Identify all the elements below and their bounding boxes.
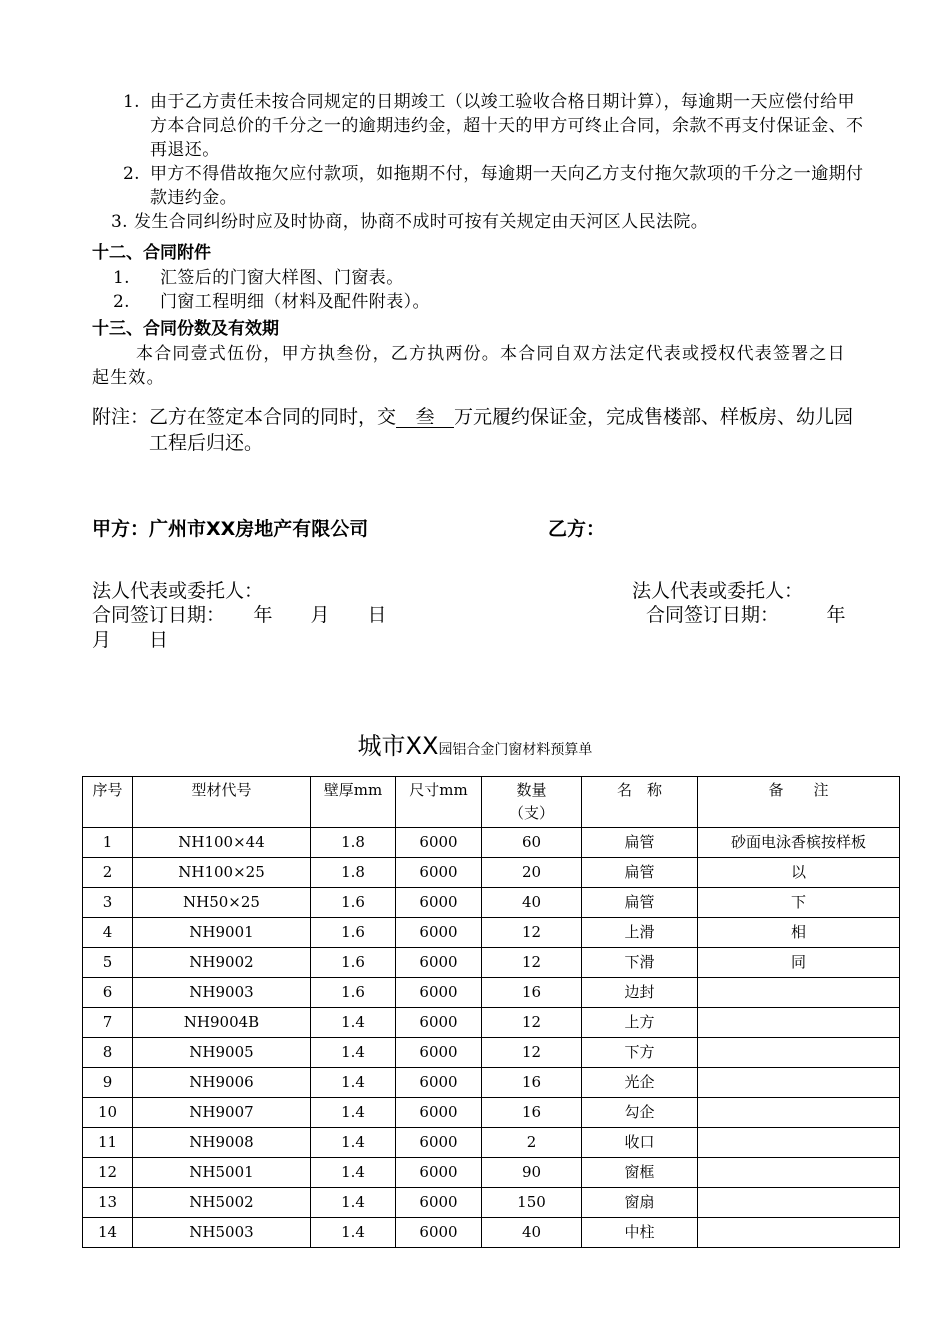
table-title-main: 城市XX bbox=[357, 732, 439, 760]
cell-remarks bbox=[698, 1158, 900, 1188]
cell-profile-code: NH9006 bbox=[133, 1068, 311, 1098]
cell-profile-code: NH9008 bbox=[133, 1128, 311, 1158]
table-title-sub: 园铝合金门窗材料预算单 bbox=[438, 742, 593, 758]
party-b-representative: 法人代表或委托人： bbox=[632, 580, 804, 602]
cell-profile-code: NH9005 bbox=[133, 1038, 311, 1068]
cell-remarks bbox=[698, 1038, 900, 1068]
table-row bbox=[83, 1068, 900, 1098]
note-body bbox=[149, 404, 867, 456]
cell-size: 6000 bbox=[396, 1218, 482, 1248]
materials-budget-table bbox=[82, 776, 900, 1248]
cell-size: 6000 bbox=[396, 888, 482, 918]
cell-item-name: 收口 bbox=[582, 1128, 698, 1158]
cell-size: 6000 bbox=[396, 948, 482, 978]
clause-item bbox=[92, 90, 872, 162]
cell-remarks bbox=[698, 1098, 900, 1128]
cell-quantity: 40 bbox=[482, 888, 582, 918]
note-paragraph bbox=[92, 404, 867, 456]
cell-index: 4 bbox=[83, 918, 133, 948]
cell-wall-thickness: 1.6 bbox=[311, 918, 396, 948]
cell-profile-code: NH5003 bbox=[133, 1218, 311, 1248]
cell-remarks: 相 bbox=[698, 918, 900, 948]
cell-remarks: 同 bbox=[698, 948, 900, 978]
cell-size: 6000 bbox=[396, 1128, 482, 1158]
cell-index: 9 bbox=[83, 1068, 133, 1098]
cell-profile-code: NH50×25 bbox=[133, 888, 311, 918]
cell-item-name: 光企 bbox=[582, 1068, 698, 1098]
note-text-after: 万元履约保证金，完成售楼部、样板房、幼儿园工程后归还。 bbox=[149, 406, 854, 454]
deposit-amount-blank: 叁 bbox=[396, 407, 454, 428]
cell-index: 3 bbox=[83, 888, 133, 918]
cell-index: 1 bbox=[83, 828, 133, 858]
party-b-label: 乙方： bbox=[548, 518, 606, 540]
cell-wall-thickness: 1.4 bbox=[311, 1098, 396, 1128]
clause-number: 2. bbox=[122, 164, 140, 184]
cell-index: 8 bbox=[83, 1038, 133, 1068]
table-title bbox=[0, 726, 950, 761]
clause-number: 3. bbox=[110, 212, 128, 232]
cell-remarks bbox=[698, 1218, 900, 1248]
cell-profile-code: NH9001 bbox=[133, 918, 311, 948]
cell-item-name: 下方 bbox=[582, 1038, 698, 1068]
party-a-sign-date: 合同签订日期： 年 月 日 bbox=[92, 604, 387, 626]
attachment-item bbox=[92, 290, 872, 314]
cell-index: 10 bbox=[83, 1098, 133, 1128]
attachment-list bbox=[92, 266, 872, 314]
cell-size: 6000 bbox=[396, 918, 482, 948]
cell-remarks: 下 bbox=[698, 888, 900, 918]
table-body bbox=[83, 828, 900, 1248]
table-row bbox=[83, 918, 900, 948]
cell-remarks bbox=[698, 978, 900, 1008]
cell-size: 6000 bbox=[396, 828, 482, 858]
cell-remarks bbox=[698, 1128, 900, 1158]
section-12-heading: 十二、合同附件 bbox=[92, 243, 211, 263]
cell-quantity: 150 bbox=[482, 1188, 582, 1218]
cell-item-name: 下滑 bbox=[582, 948, 698, 978]
clause-text: 甲方不得借故拖欠应付款项，如拖期不付，每逾期一天向乙方支付拖欠款项的千分之一逾期付款违约金。 bbox=[150, 164, 864, 208]
cell-quantity: 40 bbox=[482, 1218, 582, 1248]
table-row bbox=[83, 1158, 900, 1188]
party-b-sign-date-continued: 月 日 bbox=[92, 629, 169, 651]
cell-profile-code: NH100×44 bbox=[133, 828, 311, 858]
cell-remarks: 砂面电泳香槟按样板 bbox=[698, 828, 900, 858]
cell-profile-code: NH9007 bbox=[133, 1098, 311, 1128]
attachment-text: 门窗工程明细（材料及配件附表）。 bbox=[160, 292, 430, 312]
header-item-name: 名 称 bbox=[582, 777, 698, 828]
cell-quantity: 16 bbox=[482, 1068, 582, 1098]
table-row bbox=[83, 1218, 900, 1248]
header-size: 尺寸mm bbox=[396, 777, 482, 828]
header-index: 序号 bbox=[83, 777, 133, 828]
cell-item-name: 上方 bbox=[582, 1008, 698, 1038]
section-13-heading: 十三、合同份数及有效期 bbox=[92, 319, 279, 339]
table-row bbox=[83, 1128, 900, 1158]
party-a-representative: 法人代表或委托人： bbox=[92, 580, 264, 602]
cell-wall-thickness: 1.4 bbox=[311, 1188, 396, 1218]
table-row bbox=[83, 978, 900, 1008]
cell-wall-thickness: 1.8 bbox=[311, 858, 396, 888]
cell-quantity: 12 bbox=[482, 918, 582, 948]
cell-size: 6000 bbox=[396, 1008, 482, 1038]
party-b-sign-date: 合同签订日期： 年 bbox=[646, 604, 846, 626]
table-row bbox=[83, 888, 900, 918]
validity-paragraph: 本合同壹式伍份，甲方执叁份，乙方执两份。本合同自双方法定代表或授权代表签署之日起生效。 bbox=[92, 344, 846, 388]
header-quantity: 数量（支） bbox=[482, 777, 582, 828]
cell-item-name: 勾企 bbox=[582, 1098, 698, 1128]
cell-size: 6000 bbox=[396, 858, 482, 888]
clause-item bbox=[92, 162, 872, 210]
cell-index: 6 bbox=[83, 978, 133, 1008]
cell-index: 7 bbox=[83, 1008, 133, 1038]
header-wall-thickness: 壁厚mm bbox=[311, 777, 396, 828]
cell-wall-thickness: 1.4 bbox=[311, 1158, 396, 1188]
table-row bbox=[83, 1098, 900, 1128]
cell-wall-thickness: 1.4 bbox=[311, 1068, 396, 1098]
table-row bbox=[83, 1188, 900, 1218]
attachment-text: 汇签后的门窗大样图、门窗表。 bbox=[160, 268, 404, 288]
cell-quantity: 20 bbox=[482, 858, 582, 888]
clause-text: 由于乙方责任未按合同规定的日期竣工（以竣工验收合格日期计算），每逾期一天应偿付给甲方本合同总价的千分之一的逾期违约金，超十天的甲方可终止合同，余款不再支付保证金、不再退还。 bbox=[150, 92, 864, 160]
cell-quantity: 16 bbox=[482, 1098, 582, 1128]
cell-quantity: 16 bbox=[482, 978, 582, 1008]
cell-profile-code: NH100×25 bbox=[133, 858, 311, 888]
breach-clauses bbox=[92, 90, 872, 234]
cell-index: 14 bbox=[83, 1218, 133, 1248]
cell-wall-thickness: 1.6 bbox=[311, 948, 396, 978]
cell-index: 2 bbox=[83, 858, 133, 888]
cell-remarks bbox=[698, 1008, 900, 1038]
cell-wall-thickness: 1.4 bbox=[311, 1128, 396, 1158]
cell-index: 13 bbox=[83, 1188, 133, 1218]
cell-item-name: 扁管 bbox=[582, 828, 698, 858]
header-profile-code: 型材代号 bbox=[133, 777, 311, 828]
table-header-row bbox=[83, 777, 900, 828]
note-label: 附注： bbox=[92, 406, 150, 428]
cell-wall-thickness: 1.8 bbox=[311, 828, 396, 858]
cell-size: 6000 bbox=[396, 978, 482, 1008]
cell-item-name: 窗扇 bbox=[582, 1188, 698, 1218]
cell-quantity: 12 bbox=[482, 1008, 582, 1038]
cell-item-name: 窗框 bbox=[582, 1158, 698, 1188]
table-row bbox=[83, 828, 900, 858]
clause-item bbox=[92, 210, 872, 234]
cell-profile-code: NH9002 bbox=[133, 948, 311, 978]
cell-wall-thickness: 1.4 bbox=[311, 1218, 396, 1248]
cell-profile-code: NH9004B bbox=[133, 1008, 311, 1038]
cell-item-name: 扁管 bbox=[582, 888, 698, 918]
cell-wall-thickness: 1.6 bbox=[311, 888, 396, 918]
table-row bbox=[83, 1038, 900, 1068]
cell-quantity: 2 bbox=[482, 1128, 582, 1158]
cell-index: 11 bbox=[83, 1128, 133, 1158]
cell-quantity: 12 bbox=[482, 948, 582, 978]
attachment-item bbox=[92, 266, 872, 290]
header-remarks: 备 注 bbox=[698, 777, 900, 828]
cell-remarks bbox=[698, 1188, 900, 1218]
cell-profile-code: NH5002 bbox=[133, 1188, 311, 1218]
cell-quantity: 90 bbox=[482, 1158, 582, 1188]
cell-profile-code: NH5001 bbox=[133, 1158, 311, 1188]
cell-item-name: 上滑 bbox=[582, 918, 698, 948]
clause-text: 发生合同纠纷时应及时协商，协商不成时可按有关规定由天河区人民法院。 bbox=[134, 212, 709, 232]
cell-item-name: 扁管 bbox=[582, 858, 698, 888]
table-row bbox=[83, 948, 900, 978]
cell-size: 6000 bbox=[396, 1158, 482, 1188]
cell-remarks: 以 bbox=[698, 858, 900, 888]
cell-quantity: 60 bbox=[482, 828, 582, 858]
cell-size: 6000 bbox=[396, 1188, 482, 1218]
note-text-before: 乙方在签定本合同的同时，交 bbox=[149, 406, 397, 428]
cell-index: 12 bbox=[83, 1158, 133, 1188]
cell-quantity: 12 bbox=[482, 1038, 582, 1068]
cell-item-name: 边封 bbox=[582, 978, 698, 1008]
cell-size: 6000 bbox=[396, 1098, 482, 1128]
cell-wall-thickness: 1.4 bbox=[311, 1038, 396, 1068]
cell-profile-code: NH9003 bbox=[133, 978, 311, 1008]
cell-wall-thickness: 1.4 bbox=[311, 1008, 396, 1038]
cell-remarks bbox=[698, 1068, 900, 1098]
cell-index: 5 bbox=[83, 948, 133, 978]
clause-number: 1. bbox=[122, 92, 140, 112]
attachment-number: 2. bbox=[112, 292, 130, 312]
table-row bbox=[83, 1008, 900, 1038]
attachment-number: 1. bbox=[112, 268, 130, 288]
cell-item-name: 中柱 bbox=[582, 1218, 698, 1248]
party-a-name: 甲方：广州市XX房地产有限公司 bbox=[92, 518, 369, 540]
cell-wall-thickness: 1.6 bbox=[311, 978, 396, 1008]
table-row bbox=[83, 858, 900, 888]
cell-size: 6000 bbox=[396, 1038, 482, 1068]
cell-size: 6000 bbox=[396, 1068, 482, 1098]
